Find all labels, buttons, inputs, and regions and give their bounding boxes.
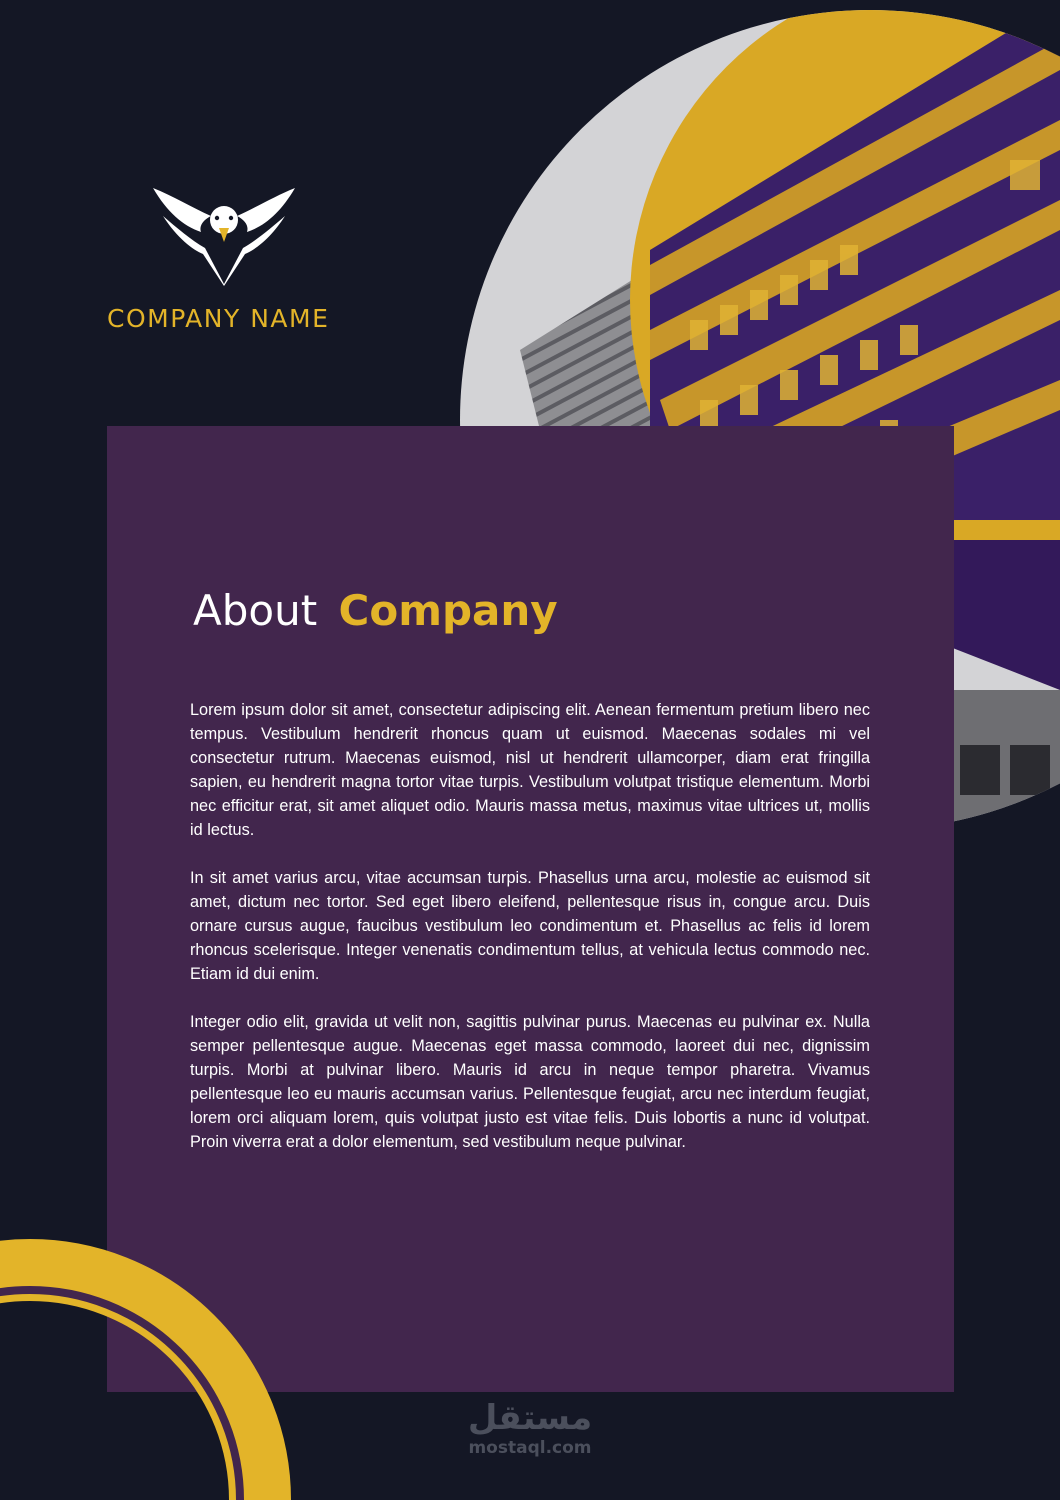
paragraph: Lorem ipsum dolor sit amet, consectetur adipiscing elit. Aenean fermentum pretium libero nec tempus. Vestibulum hendrerit rhoncus quam ut euismod. Maecenas sodales mi vel consectetur rutrum. Maecenas euismod, nisl ut hendrerit ullamcorper, diam erat fringilla sapien, eu hendrerit magna tortor vitae turpis. Vestibulum volutpat tristique elementum. Morbi nec efficitur erat, sit amet aliquet odio. Mauris massa metus, maximus vitae ultrices ut, mollis id lectus.	[190, 701, 870, 839]
page-title	[193, 586, 558, 635]
paragraph: Integer odio elit, gravida ut velit non, sagittis pulvinar purus. Maecenas eu pulvinar ex. Nulla semper pellentesque augue. Maecenas eget massa commodo, laoreet dui nec, dignissim turpis. Morbi at pulvinar libero. Mauris id arcu in neque tempor pharetra. Vivamus pellentesque leo eu mauris accumsan varius. Pellentesque feugiat, arcu nec interdum feugiat, lorem orci aliquam lorem, quis volutpat justo est vitae felis. Duis lobortis a nunc id volutpat. Proin viverra erat a dolor elementum, sed vestibulum neque pulvinar.	[190, 1013, 870, 1151]
title-word-company: Company	[338, 586, 558, 635]
about-text	[190, 698, 870, 1178]
title-word-about: About	[193, 586, 318, 635]
watermark-url: mostaql.com	[468, 1438, 592, 1458]
eagle-wings-icon	[153, 186, 295, 286]
watermark	[430, 1398, 630, 1458]
decorative-arcs	[0, 1200, 300, 1500]
company-name: COMPANY NAME	[107, 304, 330, 333]
paragraph: In sit amet varius arcu, vitae accumsan turpis. Phasellus urna arcu, molestie ac euismod sit amet, dictum nec tortor. Sed eget libero eleifend, pellentesque risus in, congue arcu. Duis ornare cursus augue, faucibus vestibulum leo condimentum et. Phasellus ac felis id lorem rhoncus scelerisque. Integer venenatis condimentum tellus, at vehicula lectus commodo nec. Etiam id dui enim.	[190, 869, 870, 983]
watermark-arabic: مستقل	[467, 1398, 593, 1438]
